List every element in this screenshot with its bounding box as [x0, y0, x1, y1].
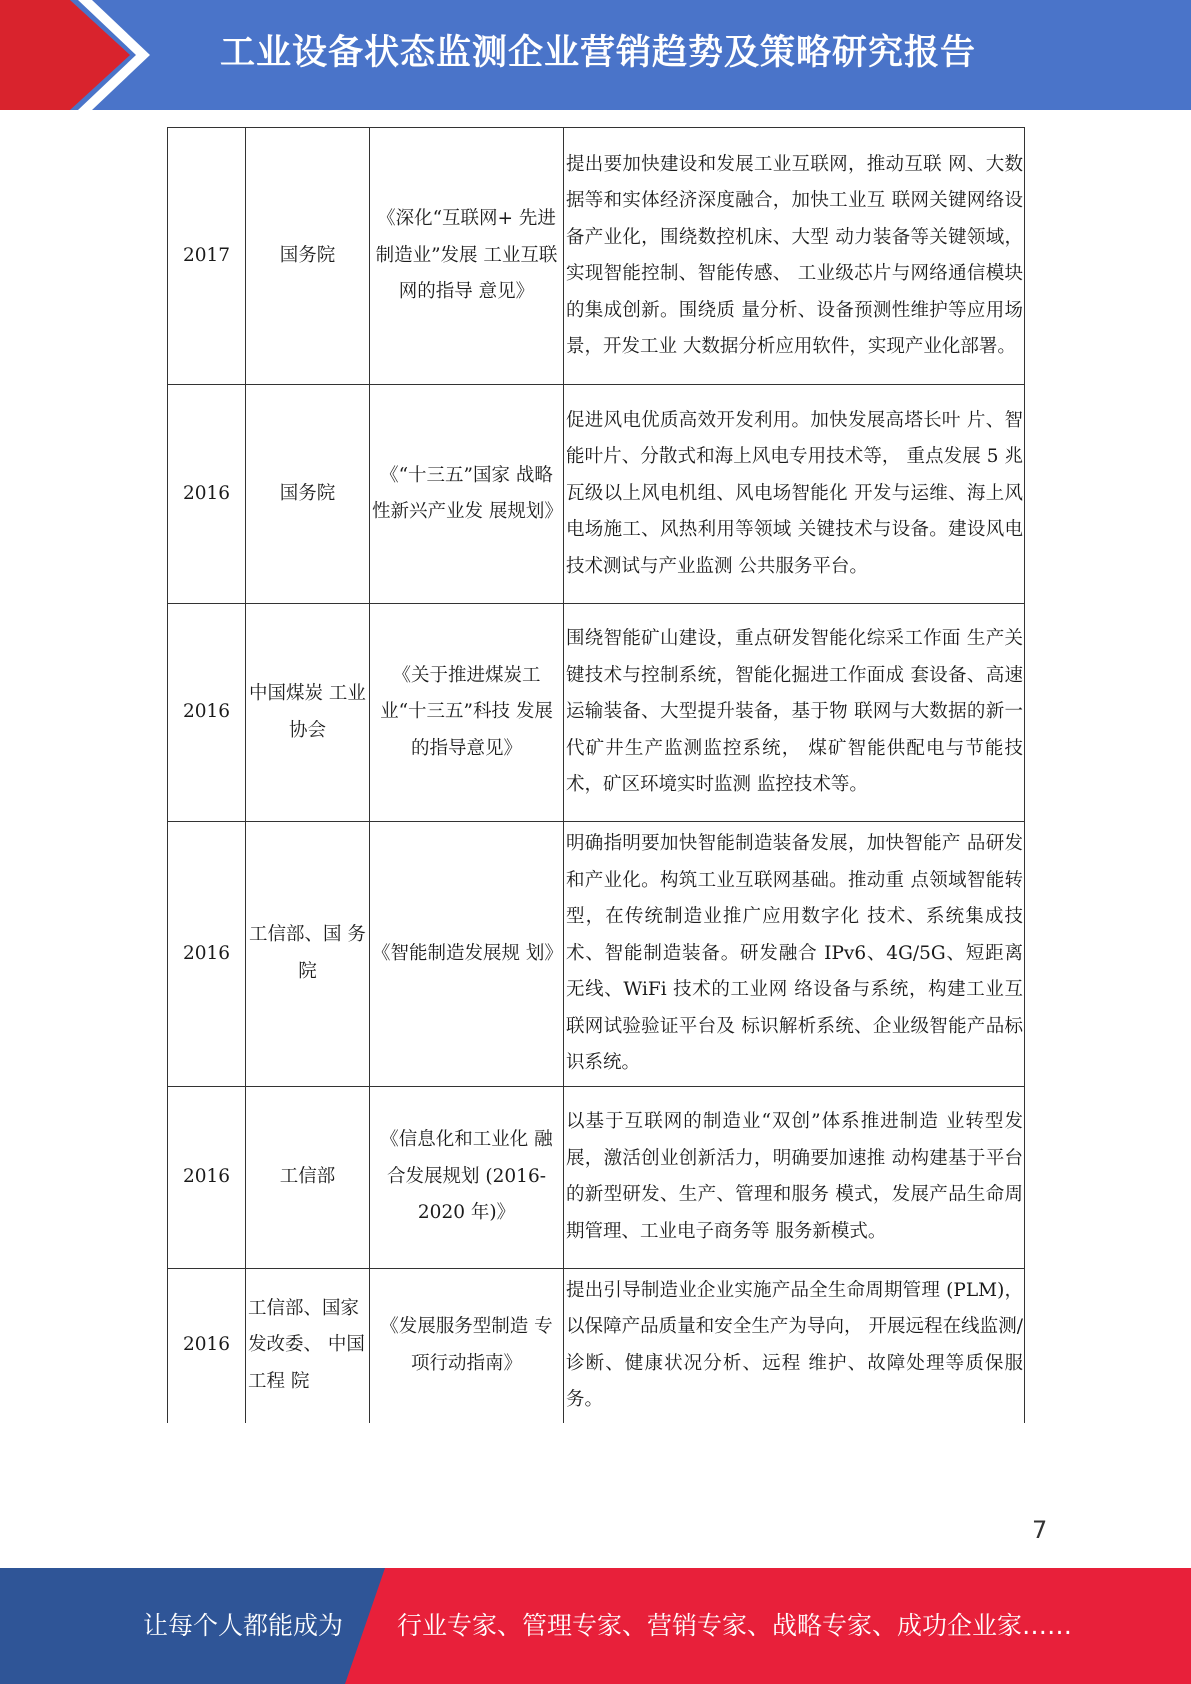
document-cell: 《发展服务型制造 专项行动指南》 [370, 1268, 564, 1423]
document-cell: 《深化“互联网+ 先进制造业”发展 工业互联网的指导 意见》 [370, 128, 564, 385]
table-row [168, 385, 1025, 604]
content-cell: 以基于互联网的制造业“双创”体系推进制造 业转型发展，激活创业创新活力，明确要加速推 动构建基于平台的新型研发、生产、管理和服务 模式，发展产品生命周期管理、工业电子商务等 服务新模式。 [564, 1086, 1025, 1268]
page-number: 7 [1032, 1516, 1048, 1544]
department-cell: 工信部、国 务院 [246, 822, 370, 1087]
page-header [0, 0, 1191, 110]
document-cell: 《“十三五”国家 战略性新兴产业发 展规划》 [370, 385, 564, 604]
content-cell: 围绕智能矿山建设，重点研发智能化综采工作面 生产关键技术与控制系统，智能化掘进工作面成 套设备、高速运输装备、大型提升装备，基于物 联网与大数据的新一代矿井生产监测监控系统， 煤矿智能供配电与节能技术，矿区环境实时监测 监控技术等。 [564, 604, 1025, 822]
department-cell: 中国煤炭 工业协会 [246, 604, 370, 822]
document-cell: 《智能制造发展规 划》 [370, 822, 564, 1087]
policy-table [167, 127, 1025, 1423]
document-cell: 《关于推进煤炭工 业“十三五”科技 发展的指导意见》 [370, 604, 564, 822]
year-cell: 2016 [168, 1086, 246, 1268]
table-row [168, 822, 1025, 1087]
table-row [168, 128, 1025, 385]
content-cell: 提出要加快建设和发展工业互联网，推动互联 网、大数据等和实体经济深度融合，加快工业互 联网关键网络设备产业化，围绕数控机床、大型 动力装备等关键领域，实现智能控制、智能传感、 工业级芯片与网络通信模块的集成创新。围绕质 量分析、设备预测性维护等应用场景，开发工业 大数据分析应用软件，实现产业化部署。 [564, 128, 1025, 385]
content-cell: 明确指明要加快智能制造装备发展，加快智能产 品研发和产业化。构筑工业互联网基础。推动重 点领域智能转型，在传统制造业推广应用数字化 技术、系统集成技术、智能制造装备。研发融合 IPv6、4G/5G、短距离无线、WiFi 技术的工业网 络设备与系统，构建工业互联网试验验证平台及 标识解析系统、企业级智能产品标识系统。 [564, 822, 1025, 1087]
content-cell: 促进风电优质高效开发利用。加快发展高塔长叶 片、智能叶片、分散式和海上风电专用技术等， 重点发展 5 兆瓦级以上风电机组、风电场智能化 开发与运维、海上风电场施工、风热利用等领域 关键技术与设备。建设风电技术测试与产业监测 公共服务平台。 [564, 385, 1025, 604]
department-cell: 工信部 [246, 1086, 370, 1268]
year-cell: 2016 [168, 822, 246, 1087]
content-cell: 提出引导制造业企业实施产品全生命周期管理 (PLM)，以保障产品质量和安全生产为导向， 开展远程在线监测/诊断、健康状况分析、远程 维护、故障处理等质保服务。 [564, 1268, 1025, 1423]
table-row [168, 1086, 1025, 1268]
footer-slogan-right: 行业专家、管理专家、营销专家、战略专家、成功企业家…… [397, 1611, 1073, 1640]
year-cell: 2016 [168, 1268, 246, 1423]
report-title: 工业设备状态监测企业营销趋势及策略研究报告 [220, 33, 977, 73]
year-cell: 2016 [168, 385, 246, 604]
header-arrow-decoration [0, 0, 150, 110]
footer-slogan-left: 让每个人都能成为 [143, 1611, 344, 1640]
page-footer [0, 1568, 1191, 1684]
year-cell: 2017 [168, 128, 246, 385]
year-cell: 2016 [168, 604, 246, 822]
table-row [168, 1268, 1025, 1423]
department-cell: 工信部、国家发改委、 中国工程 院 [246, 1268, 370, 1423]
document-cell: 《信息化和工业化 融合发展规划 (2016-2020 年)》 [370, 1086, 564, 1268]
department-cell: 国务院 [246, 128, 370, 385]
table-row [168, 604, 1025, 822]
department-cell: 国务院 [246, 385, 370, 604]
